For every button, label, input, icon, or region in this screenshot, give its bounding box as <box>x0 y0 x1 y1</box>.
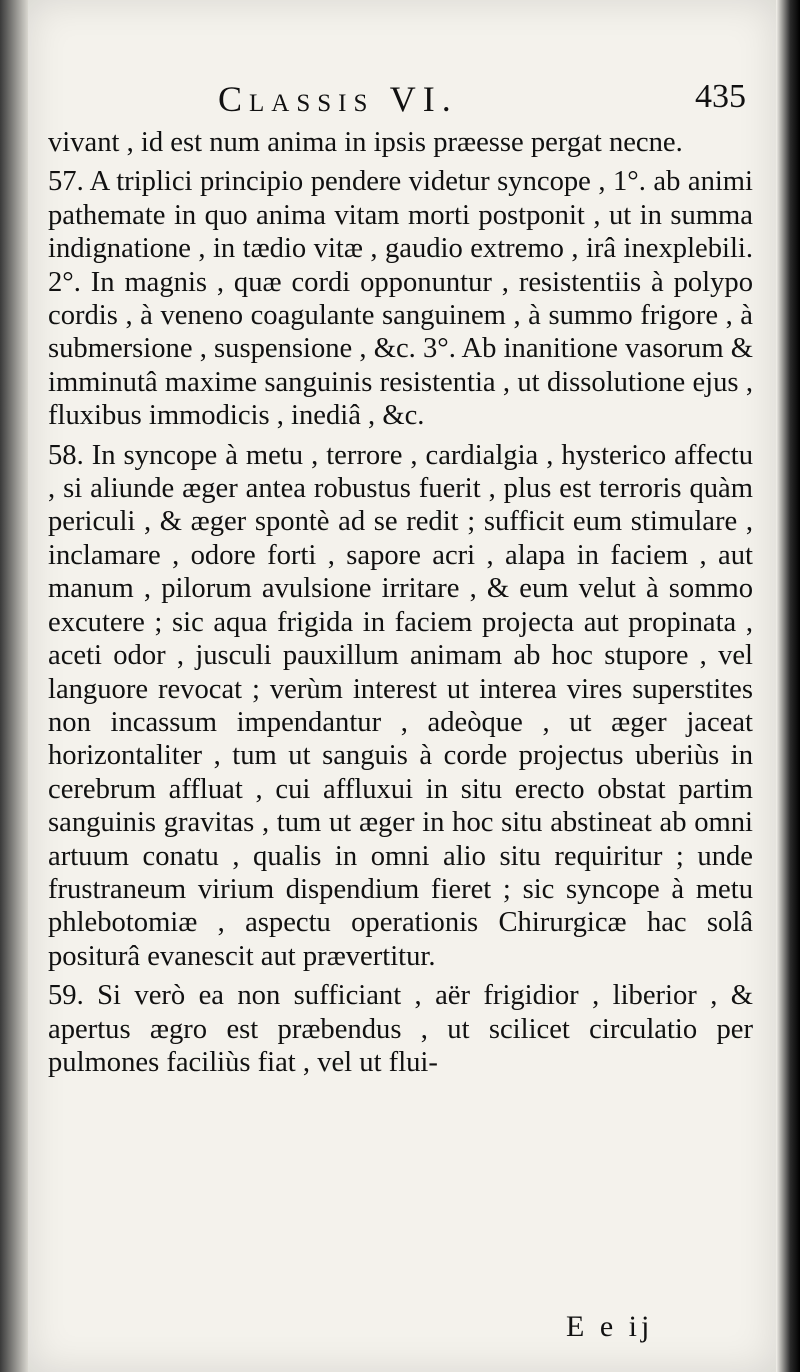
left-page-edge <box>0 0 28 1372</box>
running-title: Classis VI. <box>218 79 458 119</box>
paragraph-58: 58. In syncope à metu , terrore , cardialgia , hysterico affectu , si aliunde æger antea robustus fuerit , plus est terroris quàm periculi , & æger spontè ad se redit ; sufficit eum stimulare , inclamare , odore forti , sapore acri , alapa in faciem , aut manum , pilorum avulsione irritare , & eum velut à sommo excutere ; sic aqua frigida in faciem projecta aut propinata , aceti odor , jusculi pauxillum animam ab hoc stupore , vel languore revocat ; verùm interest ut interea vires superstites non incassum impendantur , adeòque , ut æger jaceat horizontaliter , tum ut sanguis à corde projectus uberiùs in cerebrum affluat , cui affluxui in situ erecto obstat partim sanguinis gravitas , tum ut æger in hoc situ abstineat ab omni artuum conatu , qualis in omni alio situ requiritur ; unde frustraneum virium dispendium fieret ; sic syncope à metu phlebotomiæ , aspectu operationis Chirurgicæ hac solâ positurâ evanescit aut prævertitur. <box>48 439 753 972</box>
paragraph-57: 57. A triplici principio pendere videtur syncope , 1°. ab animi pathemate in quo anima vitam morti postponit , ut in summa indignatione , in tædio vitæ , gaudio extremo , irâ inexplebili. 2°. In magnis , quæ cordi opponuntur , resistentiis à polypo cordis , à veneno coagulante sanguinem , à summo frigore , à submersione , suspensione , &c. 3°. Ab inanitione vasorum & imminutâ maxime sanguinis resistentia , ut dissolutione ejus , fluxibus immodicis , inediâ , &c. <box>48 166 753 432</box>
signature-mark: E e ij <box>566 1310 654 1343</box>
book-page <box>28 0 776 1372</box>
page-number: 435 <box>695 78 746 115</box>
paragraph-continuation: vivant , id est num anima in ipsis præesse pergat necne. <box>48 127 683 158</box>
right-page-edge <box>776 0 800 1372</box>
page-header <box>28 78 776 122</box>
body-text <box>48 126 753 1079</box>
paragraph-59: 59. Si verò ea non sufficiant , aër frigidior , liberior , & apertus ægro est præbendus , ut scilicet circulatio per pulmones faciliùs fiat , vel ut flui- <box>48 980 753 1078</box>
